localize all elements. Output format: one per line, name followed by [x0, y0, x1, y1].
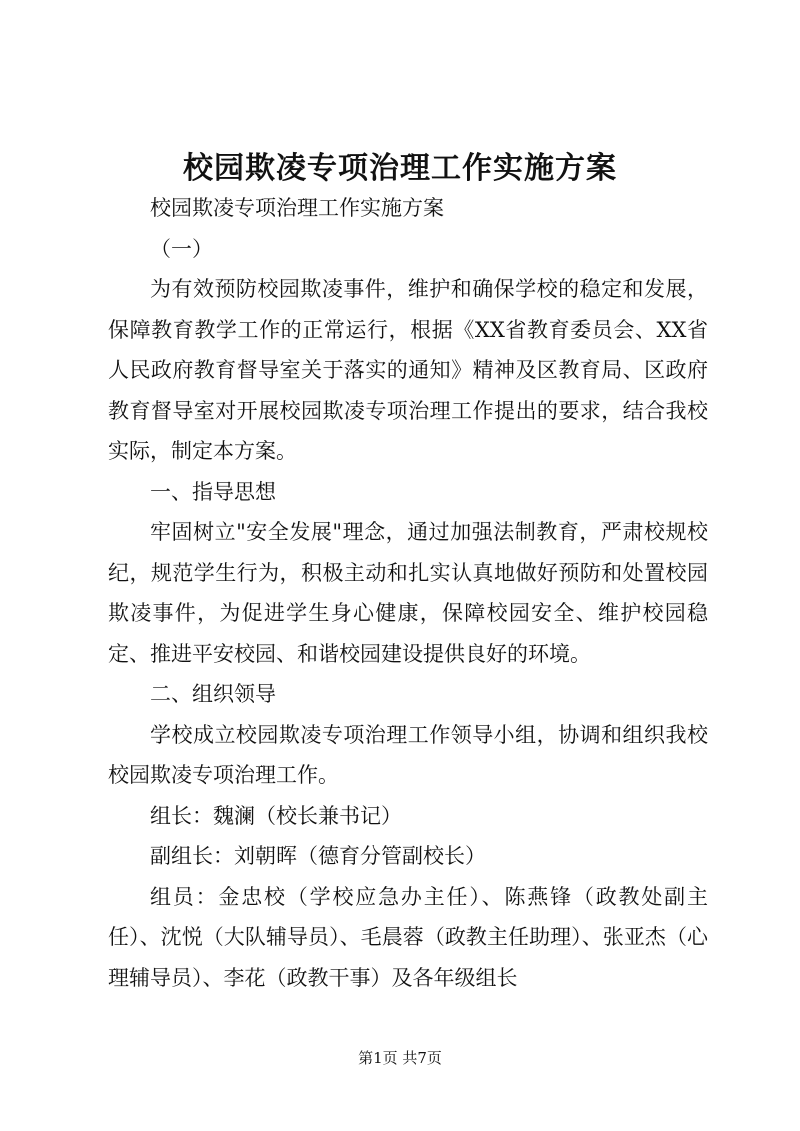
intro-paragraph: 为有效预防校园欺凌事件，维护和确保学校的稳定和发展，保障教育教学工作的正常运行，根据《XX省教育委员会、XX省人民政府教育督导室关于落实的通知》精神及区教育局、区政府教育督导室对开展校园欺凌专项治理工作提出的要求，结合我校实际，制定本方案。	[108, 277, 708, 463]
guiding-ideology-paragraph: 牢固树立"安全发展"理念，通过加强法制教育，严肃校规校纪，规范学生行为，积极主动和扎实认真地做好预防和处置校园欺凌事件，为促进学生身心健康，保障校园安全、维护校园稳定、推进平安校园、和谐校园建设提供良好的环境。	[108, 520, 708, 666]
heading-guiding-ideology: 一、指导思想	[150, 479, 276, 504]
team-leader-line: 组长：魏澜（校长兼书记）	[150, 803, 402, 828]
document-body	[108, 188, 708, 998]
page-number: 第1页 共7页	[358, 1049, 442, 1067]
document-title: 校园欺凌专项治理工作实施方案	[183, 151, 617, 186]
heading-organization: 二、组织领导	[150, 682, 276, 706]
organization-paragraph: 学校成立校园欺凌专项治理工作领导小组，协调和组织我校校园欺凌专项治理工作。	[108, 722, 708, 787]
subtitle-paragraph: 校园欺凌专项治理工作实施方案	[150, 196, 444, 220]
section-marker: （一）	[150, 236, 213, 261]
deputy-leader-line: 副组长：刘朝晖（德育分管副校长）	[150, 844, 486, 868]
team-members-paragraph: 组员：金忠校（学校应急办主任）、陈燕锋（政教处副主任）、沈悦（大队辅导员）、毛晨蓉（政教主任助理）、张亚杰（心理辅导员）、李花（政教干事）及各年级组长	[108, 884, 708, 990]
